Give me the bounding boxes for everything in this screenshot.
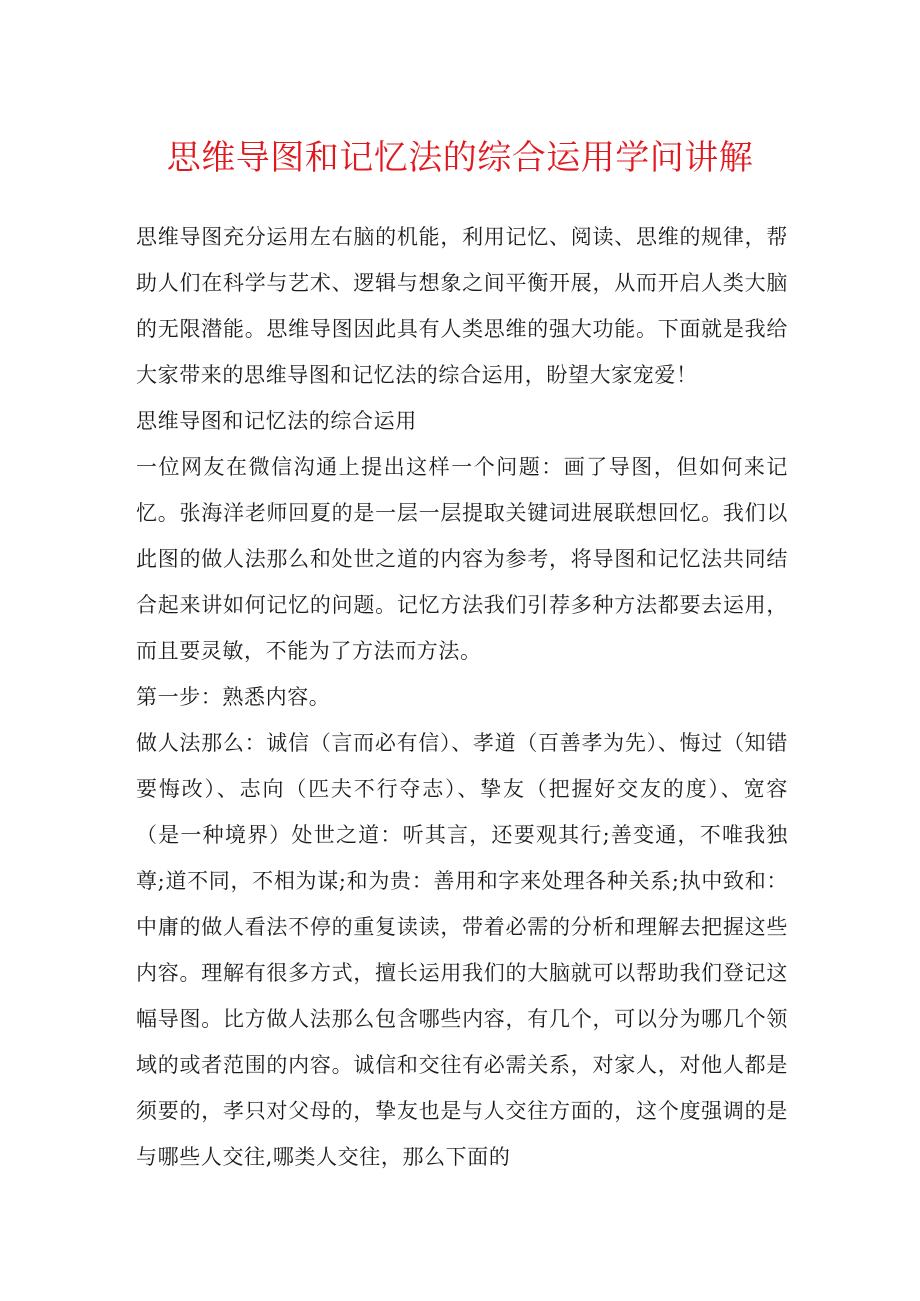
section-heading: 思维导图和记忆法的综合运用 (136, 409, 417, 433)
body-paragraph: 做人法那么：诚信（言而必有信）、孝道（百善孝为先）、悔过（知错要悔改）、志向（匹夫不行夺志）、挚友（把握好交友的度）、宽容（是一种境界）处世之道：听其言，还要观其行;善变通，不唯我独尊;道不同，不相为谋;和为贵：善用和字来处理各种关系;执中致和：中庸的做人看法不停的重复读读，带着必需的分析和理解去把握这些内容。理解有很多方式，擅长运用我们的大脑就可以帮助我们登记这幅导图。比方做人法那么包含哪些内容，有几个，可以分为哪几个领域的或者范围的内容。诚信和交往有必需关系，对家人，对他人都是须要的，孝只对父母的，挚友也是与人交往方面的，这个度强调的是与哪些人交往,哪类人交往，那么下面的 (136, 731, 788, 1169)
step-heading: 第一步：熟悉内容。 (136, 685, 331, 709)
document-body (136, 214, 788, 1180)
body-paragraph: 一位网友在微信沟通上提出这样一个问题：画了导图，但如何来记忆。张海洋老师回夏的是一层一层提取关键词进展联想回忆。我们以此图的做人法那么和处世之道的内容为参考，将导图和记忆法共同结合起来讲如何记忆的问题。记忆方法我们引荐多种方法都要去运用，而且要灵敏，不能为了方法而方法。 (136, 455, 788, 663)
intro-paragraph: 思维导图充分运用左右脑的机能，利用记忆、阅读、思维的规律，帮助人们在科学与艺术、逻辑与想象之间平衡开展，从而开启人类大脑的无限潜能。思维导图因此具有人类思维的强大功能。下面就是我给大家带来的思维导图和记忆法的综合运用，盼望大家宠爱！ (136, 225, 788, 387)
document-title: 思维导图和记忆法的综合运用学问讲解 (166, 138, 754, 178)
